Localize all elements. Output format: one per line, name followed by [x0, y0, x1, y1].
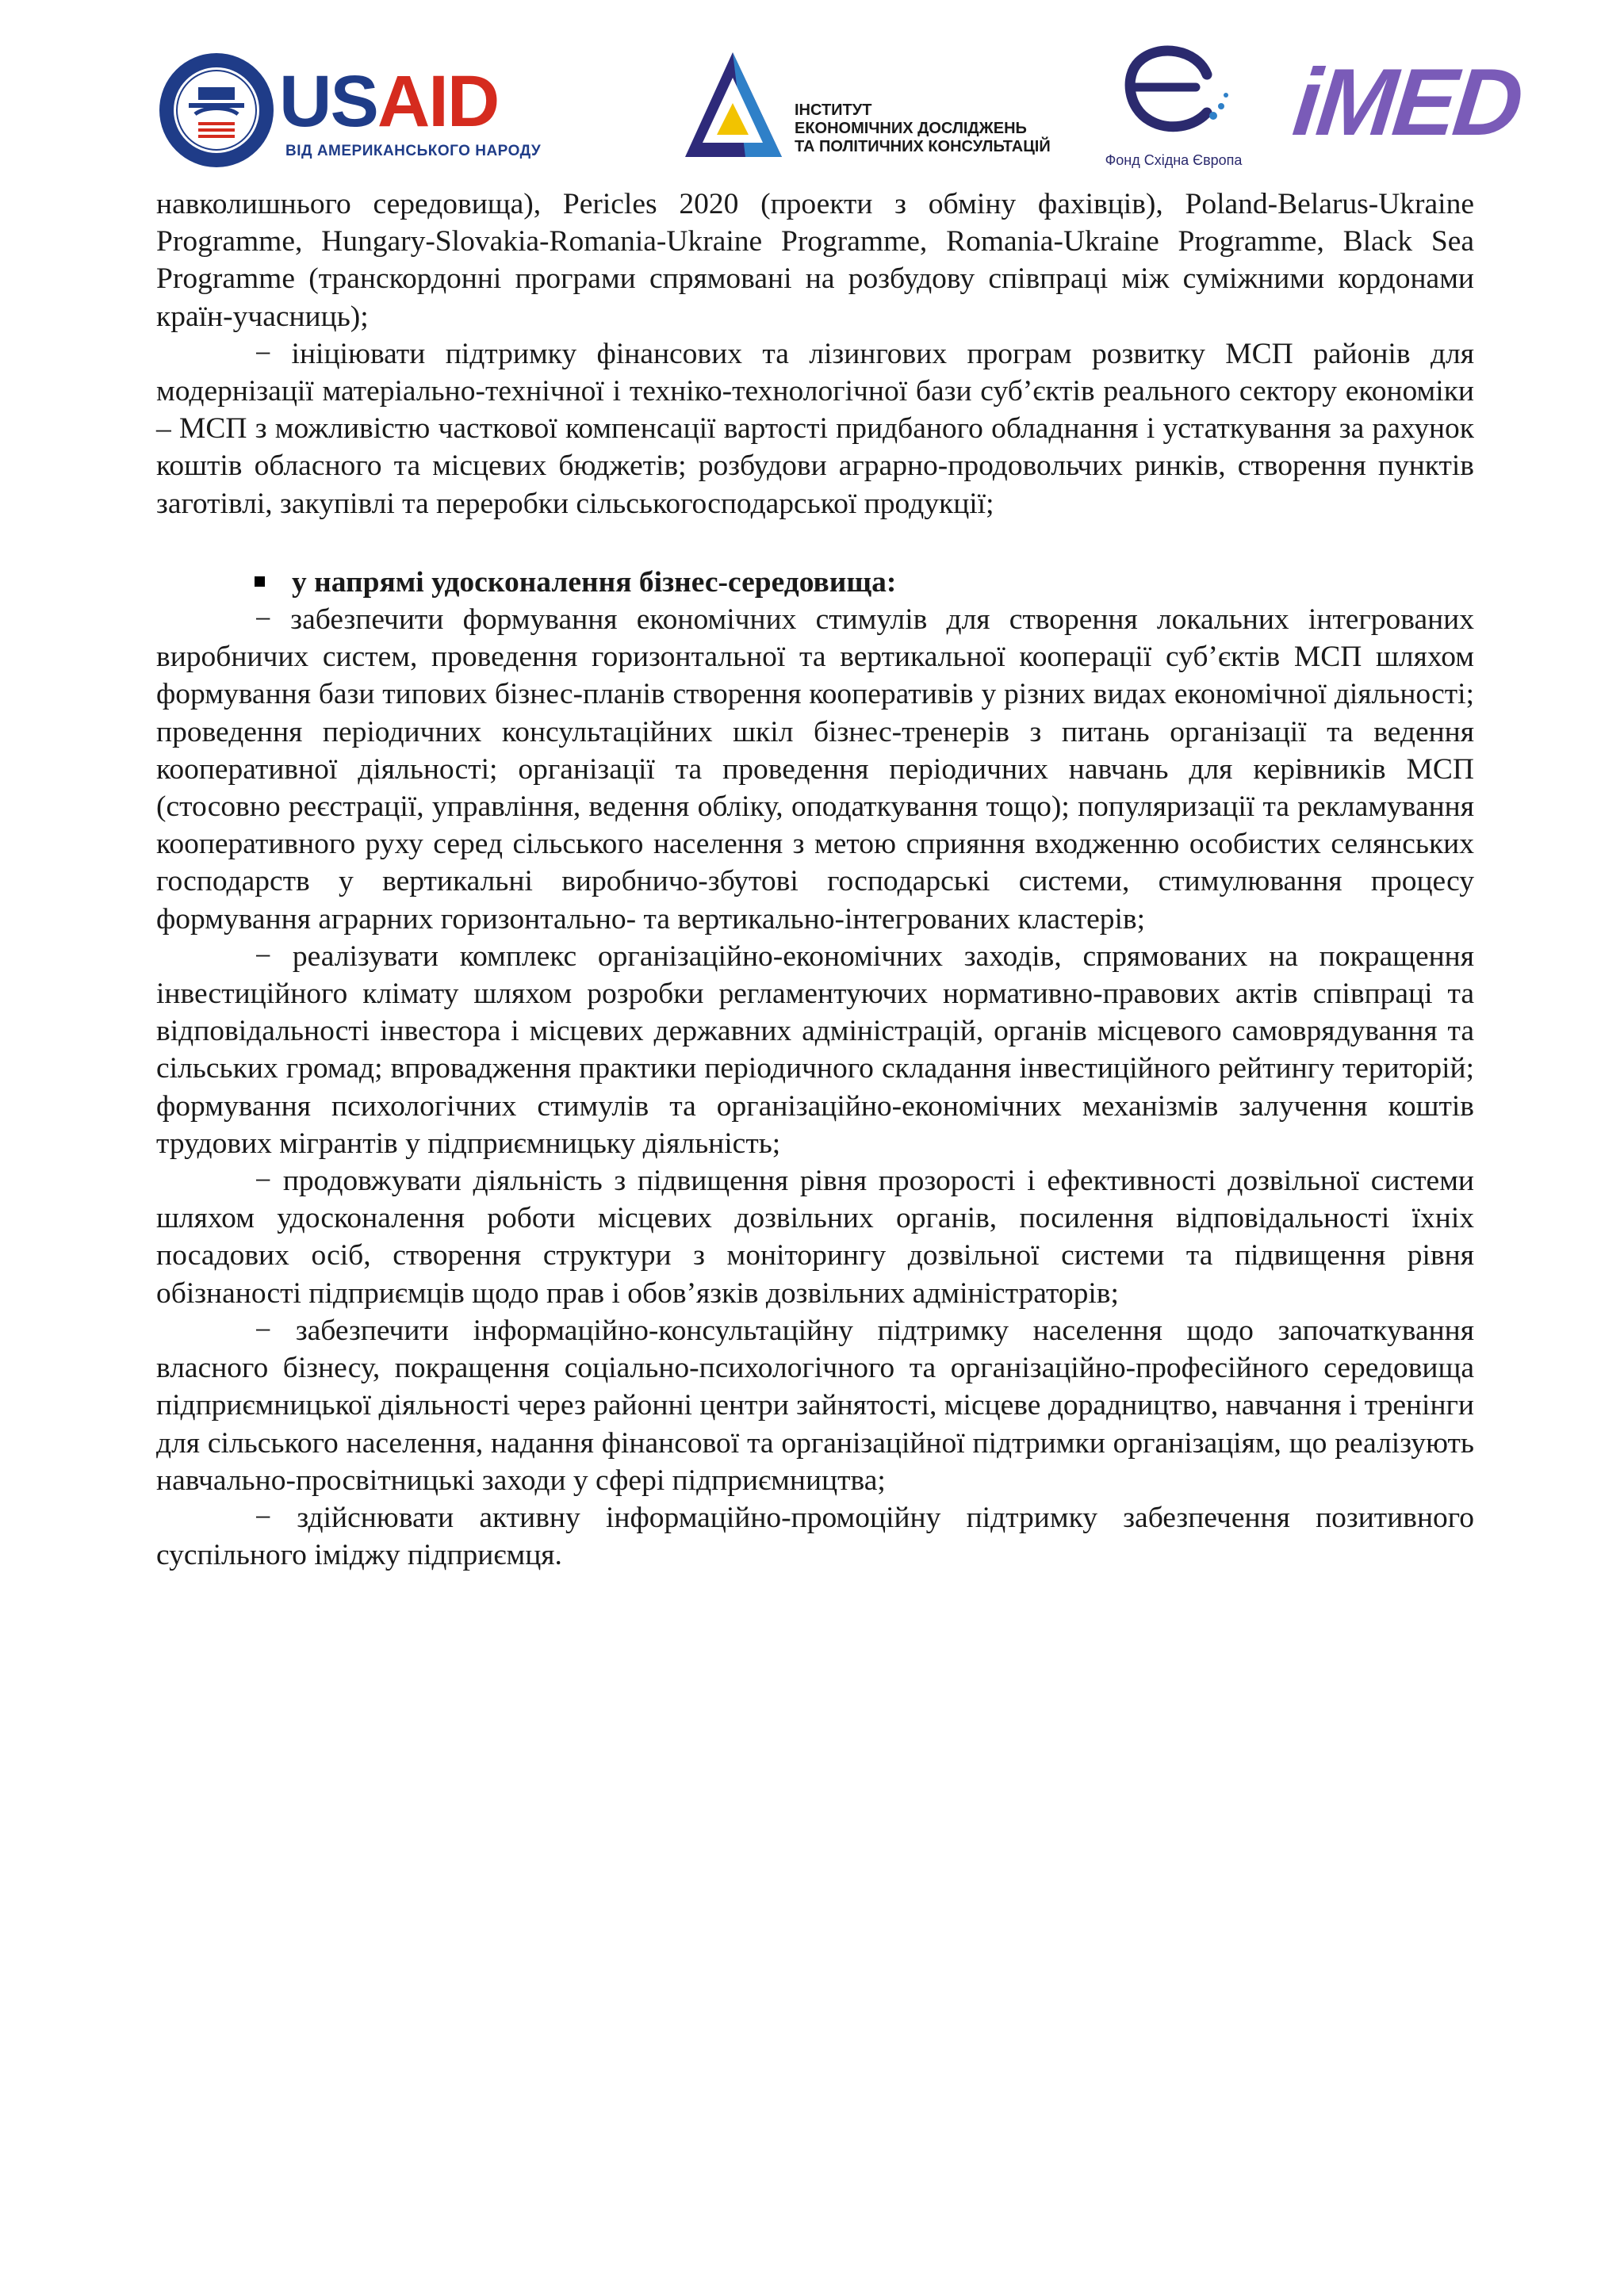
usaid-tagline: ВІД АМЕРИКАНСЬКОГО НАРОДУ	[285, 143, 542, 159]
paragraph-spacer	[156, 522, 1474, 564]
institute-logo	[684, 46, 1051, 165]
triangle-logo-icon	[684, 46, 787, 165]
paragraph-economic-incentives: − забезпечити формування економічних стимулів для створення локальних інтегрованих виробничих систем, проведення горизонтальної та вертикальної кооперації суб’єктів МСП шляхом формування бази типових бізнес-планів створення кооперативів у різних видах економічної діяльності; проведення періодичних консультаційних шкіл бізнес-тренерів з питань організації та ведення кооперативної діяльності; організації та проведення періодичних навчань для керівників МСП (стосовно реєстрації, управління, ведення обліку, оподаткування тощо); популяризації та рекламування кооперативного руху серед сільського населення з метою сприяння входженню особистих селянських господарств у вертикальні виробничо-збутові господарські системи, стимулювання процесу формування аграрних горизонтально- та вертикально-інтегрованих кластерів;	[156, 603, 1474, 936]
section-heading-text: у напрямі удосконалення бізнес-середовища:	[292, 565, 897, 599]
square-bullet-icon	[255, 576, 265, 587]
paragraph-consulting-support: − забезпечити інформаційно-консультаційну підтримку населення щодо започаткування власного бізнесу, покращення соціально-психологічного та організаційно-професійного середовища підприємницької діяльності через районні центри зайнятості, місцеве дорадництво, навчання і тренінги для сільського населення, надання фінансової та організаційної підтримки організаціям, що реалізують навчально-просвітницькі заходи у сфері підприємництва;	[156, 1314, 1474, 1497]
paragraph-permit-system: − продовжувати діяльність з підвищення рівня прозорості і ефективності дозвільної системи шляхом удосконалення роботи місцевих дозвільних органів, посилення відповідальності їхніх посадових осіб, створення структури з моніторингу дозвільної системи та підвищення рівня обізнаності підприємців щодо прав і обов’язків дозвільних адміністраторів;	[156, 1165, 1474, 1310]
imed-logo	[1288, 43, 1526, 162]
institute-line: ІНСТИТУТ	[795, 101, 872, 119]
usaid-logo	[157, 51, 542, 170]
institute-name	[795, 101, 1051, 156]
paragraph-programmes: навколишнього середовища), Pericles 2020 (проекти з обміну фахівців), Poland-Belarus-Ukraine Programme, Hungary-Slovakia-Romania-Ukraine Programme, Romania-Ukraine Programme, Black Sea Programme (транскордонні програми спрямовані на розбудову співпраці між суміжними кордонами країн-учасниць);	[156, 188, 1474, 333]
euro-swirl-icon	[1102, 35, 1237, 150]
usaid-wordmark: USAID	[279, 61, 499, 142]
institute-line: ТА ПОЛІТИЧНИХ КОНСУЛЬТАЦІЙ	[795, 138, 1051, 155]
section-heading	[156, 564, 1474, 601]
paragraph-financial-support: − ініціювати підтримку фінансових та лізингових програм розвитку МСП районів для модернізації матеріально-технічної і техніко-технологічної бази суб’єктів реального сектору економіки – МСП з можливістю часткової компенсації вартості придбаного обладнання і устаткування за рахунок коштів обласного та місцевих бюджетів; розбудови аграрно-продовольчих ринків, створення пунктів заготівлі, закупівлі та переробки сільськогосподарської продукції;	[156, 337, 1474, 520]
paragraph-entrepreneur-image: − здійснювати активну інформаційно-промоційну підтримку забезпечення позитивного суспільного іміджу підприємця.	[156, 1501, 1474, 1572]
east-europe-foundation-logo	[1102, 35, 1243, 170]
usaid-seal-icon	[157, 51, 276, 170]
logo-header	[0, 27, 1624, 170]
east-europe-foundation-label: Фонд Східна Європа	[1105, 152, 1243, 168]
paragraph-investment-climate: − реалізувати комплекс організаційно-економічних заходів, спрямованих на покращення інвестиційного клімату шляхом розробки регламентуючих нормативно-правових актів співпраці та відповідальності інвестора і місцевих державних адміністрацій, органів місцевого самоврядування та сільських громад; впровадження практики періодичного складання інвестиційного рейтингу територій; формування психологічних стимулів та організаційно-економічних механізмів залучення коштів трудових мігрантів у підприємницьку діяльність;	[156, 939, 1474, 1160]
imed-wordmark: iMED	[1288, 49, 1526, 155]
institute-line: ЕКОНОМІЧНИХ ДОСЛІДЖЕНЬ	[795, 120, 1027, 137]
document-body	[156, 186, 1474, 1574]
